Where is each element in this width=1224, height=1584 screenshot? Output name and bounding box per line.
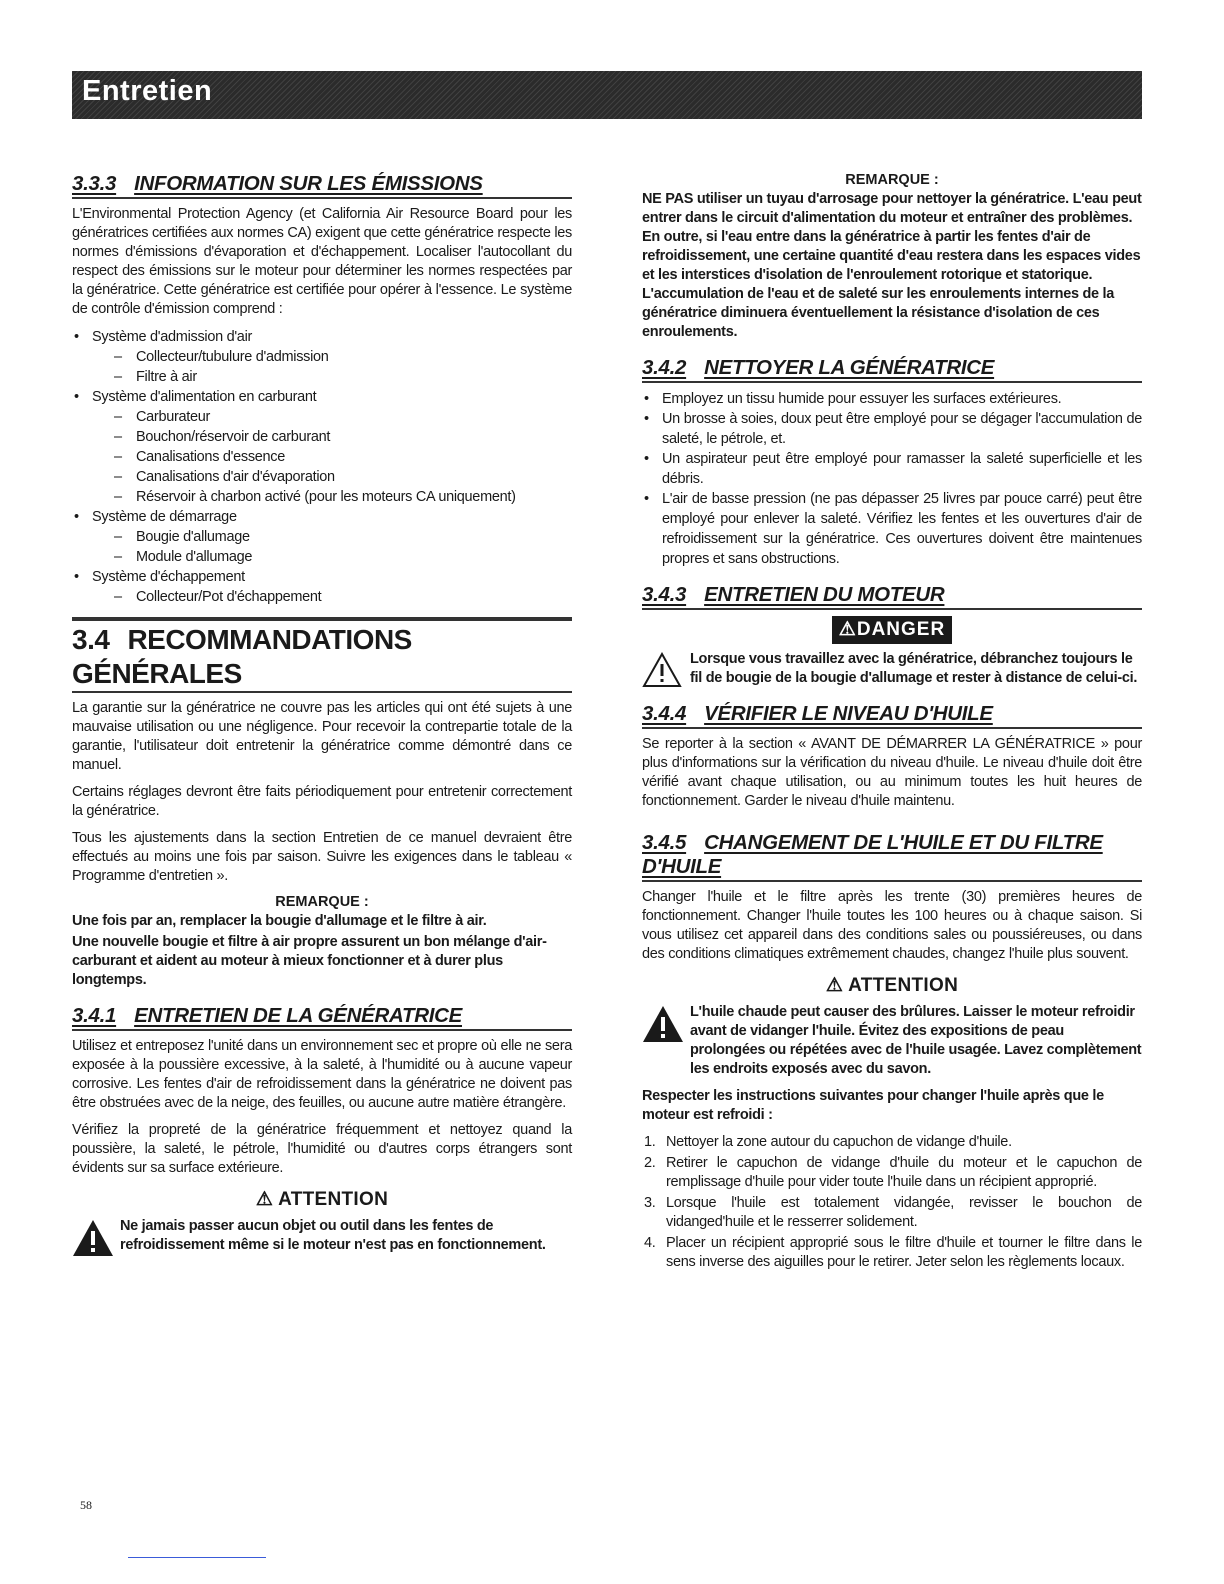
- sub-list-item: – Canalisations d'essence: [92, 447, 572, 467]
- danger-label: DANGER: [856, 619, 946, 640]
- heading-number: 3.4.5: [642, 831, 687, 854]
- emission-system-item: [72, 327, 572, 387]
- attention-box: [72, 1217, 572, 1255]
- heading-number: 3.4.4: [642, 702, 687, 725]
- attention-text: Ne jamais passer aucun objet ou outil dans les fentes de refroidissement même si le moteur n'est pas en fonctionnement.: [120, 1218, 546, 1253]
- sub-list-item: – Carburateur: [92, 407, 572, 427]
- remark-title: REMARQUE :: [275, 894, 369, 910]
- list-item: • Un brosse à soies, doux peut être employé pour se dégager l'accumulation de saleté, le pétrole, et.: [642, 409, 1142, 449]
- heading-number: 3.4.1: [72, 1004, 117, 1027]
- instruction-text: Respecter les instructions suivantes pour changer l'huile après que le moteur est refroidi :: [642, 1088, 1104, 1123]
- list-item: • Un aspirateur peut être employé pour ramasser la saleté superficielle et les débris.: [642, 449, 1142, 489]
- danger-text: Lorsque vous travaillez avec la génératrice, débranchez toujours le fil de bougie de la bougie d'allumage et rester à distance de celui-ci.: [690, 651, 1138, 686]
- heading-3-4-5: [642, 831, 1142, 882]
- paragraph: Se reporter à la section « AVANT DE DÉMARRER LA GÉNÉRATRICE » pour plus d'informations sur la vérification du niveau d'huile. Le niveau d'huile doit être vérifié avant chaque utilisation, ou au minimum toutes les huit heures de fonctionnement. Garder le niveau d'huile maintenu.: [642, 736, 1142, 809]
- oil-change-steps: [642, 1133, 1142, 1272]
- danger-badge: [832, 616, 952, 644]
- heading-text: RECOMMANDATIONS GÉNÉRALES: [72, 624, 412, 689]
- heading-text: NETTOYER LA GÉNÉRATRICE: [704, 356, 995, 379]
- warning-triangle-icon: [642, 1005, 684, 1043]
- emission-system-item: [72, 507, 572, 567]
- attention-label: ATTENTION: [848, 975, 959, 996]
- step-text: Placer un récipient approprié sous le filtre d'huile et tourner le filtre dans le sens inverse des aiguilles pour le retirer. Jeter selon les règlements locaux.: [666, 1235, 1142, 1270]
- heading-3-4-1: [72, 1004, 572, 1031]
- emissions-intro: L'Environmental Protection Agency (et California Air Resource Board pour les génératrices certifiées aux normes CA) exigent que cette génératrice respecte les normes d'émissions d'évaporation et d'échappement. Localiser l'autocollant du respect des émissions sur le moteur pour déterminer les normes respectées par la génératrice. Cette génératrice est certifiée pour opérer à l'essence. Le système de contrôle d'émission comprend :: [72, 206, 572, 317]
- list-item: • L'air de basse pression (ne pas dépasser 25 livres par pouce carré) peut être employé pour enlever la saleté. Vérifiez les fentes et les ouvertures d'air de refroidissement sur la génératrice. Ces ouvertures doivent être maintenues propres et sans obstructions.: [642, 489, 1142, 569]
- sub-list: [92, 587, 572, 607]
- emission-systems-list: [72, 327, 572, 607]
- warning-icon: ⚠: [838, 619, 857, 640]
- sub-list-item: – Collecteur/Pot d'échappement: [92, 587, 572, 607]
- step-number: 4.: [644, 1235, 656, 1251]
- step-text: Nettoyer la zone autour du capuchon de vidange d'huile.: [666, 1134, 1012, 1150]
- heading-text: VÉRIFIER LE NIVEAU D'HUILE: [704, 702, 993, 725]
- heading-text: ENTRETIEN DE LA GÉNÉRATRICE: [134, 1004, 462, 1027]
- heading-number: 3.4: [72, 624, 110, 655]
- left-column: [72, 172, 572, 1263]
- system-label: Système d'échappement: [92, 569, 245, 585]
- emission-system-item: [72, 387, 572, 507]
- step-item: [642, 1194, 1142, 1232]
- sub-list-item: – Collecteur/tubulure d'admission: [92, 347, 572, 367]
- warning-icon: ⚠: [255, 1189, 274, 1210]
- heading-number: 3.3.3: [72, 172, 117, 195]
- paragraph: Vérifiez la propreté de la génératrice fréquemment et nettoyez quand la poussière, la saleté, le pétrole, l'humidité ou d'autres corps étrangers sont évidents sur sa surface extérieure.: [72, 1122, 572, 1176]
- remark-text: Une nouvelle bougie et filtre à air propre assurent un bon mélange d'air-carburant et aident au moteur à mieux fonctionner et à durer plus longtemps.: [72, 934, 547, 988]
- step-item: [642, 1133, 1142, 1152]
- sub-list-item: – Bougie d'allumage: [92, 527, 572, 547]
- page-number: 58: [80, 1498, 92, 1512]
- cleaning-list: [642, 389, 1142, 569]
- attention-title: [72, 1188, 572, 1211]
- sub-list-item: – Canalisations d'air d'évaporation: [92, 467, 572, 487]
- remark-text: NE PAS utiliser un tuyau d'arrosage pour nettoyer la génératrice. L'eau peut entrer dans le circuit d'alimentation du moteur et entraîner des problèmes. En outre, si l'eau entre dans la génératrice à partir les fentes d'air de refroidissement, une certaine quantité d'eau restera dans les espaces vides et les interstices d'isolation de l'enroulement rotorique et statorique. L'accumulation de l'eau et de saleté sur les enroulements internes de la génératrice diminuera éventuellement la résistance d'isolation de ces enroulements.: [642, 191, 1142, 340]
- heading-3-4-3: [642, 583, 1142, 610]
- attention-label: ATTENTION: [278, 1189, 389, 1210]
- paragraph: Changer l'huile et le filtre après les trente (30) premières heures de fonctionnement. Changer l'huile toutes les 100 heures ou à chaque saison. Si vous utilisez cet appareil dans des conditions sales ou poussiéreuses, ou dans des conditions climatiques extrêmement chaudes, changez l'huile plus souvent.: [642, 889, 1142, 962]
- sub-list-item: – Filtre à air: [92, 367, 572, 387]
- warning-icon: ⚠: [825, 975, 844, 996]
- system-label: Système d'admission d'air: [92, 329, 253, 345]
- remark-title: REMARQUE :: [845, 172, 939, 188]
- system-label: Système d'alimentation en carburant: [92, 389, 317, 405]
- footer-rule: [128, 1557, 266, 1558]
- banner-title: Entretien: [82, 75, 213, 107]
- heading-text: CHANGEMENT DE L'HUILE ET DU FILTRE D'HUILE: [642, 831, 1103, 878]
- step-item: [642, 1234, 1142, 1272]
- attention-title: [642, 974, 1142, 997]
- paragraph: Tous les ajustements dans la section Entretien de ce manuel devraient être effectués au moins une fois par saison. Suivre les exigences dans le tableau « Programme d'entretien ».: [72, 830, 572, 884]
- heading-number: 3.4.2: [642, 356, 687, 379]
- paragraph: Certains réglages devront être faits périodiquement pour entretenir correctement la génératrice.: [72, 784, 572, 819]
- step-item: [642, 1154, 1142, 1192]
- list-item: • Employez un tissu humide pour essuyer les surfaces extérieures.: [642, 389, 1142, 409]
- section-banner: [72, 71, 1142, 119]
- right-column: [642, 172, 1142, 1274]
- step-text: Lorsque l'huile est totalement vidangée, revisser le bouchon de vidanged'huile et le resserrer solidement.: [666, 1195, 1142, 1230]
- attention-box: [642, 1003, 1142, 1079]
- sub-list: [92, 527, 572, 567]
- heading-3-4: [72, 617, 572, 693]
- heading-number: 3.4.3: [642, 583, 687, 606]
- sub-list: [92, 347, 572, 387]
- step-number: 1.: [644, 1134, 656, 1150]
- heading-3-4-2: [642, 356, 1142, 383]
- sub-list: [92, 407, 572, 507]
- danger-box: [642, 650, 1142, 688]
- heading-text: INFORMATION SUR LES ÉMISSIONS: [134, 172, 483, 195]
- emission-system-item: [72, 567, 572, 607]
- heading-3-3-3: [72, 172, 572, 199]
- remark-text: Une fois par an, remplacer la bougie d'allumage et le filtre à air.: [72, 913, 487, 929]
- sub-list-item: – Réservoir à charbon activé (pour les moteurs CA uniquement): [92, 487, 572, 507]
- warning-triangle-icon: [72, 1219, 114, 1257]
- attention-text: L'huile chaude peut causer des brûlures. Laisser le moteur refroidir avant de vidanger l'huile. Évitez des expositions de peau prolongées ou répétées avec de l'huile usagée. Lavez complètement les endroits exposés avec du savon.: [690, 1004, 1142, 1077]
- paragraph: La garantie sur la génératrice ne couvre pas les articles qui ont été sujets à une mauvaise utilisation ou une négligence. Pour recevoir la contrepartie totale de la garantie, l'utilisateur doit entretenir la génératrice comme démontré dans ce manuel.: [72, 700, 572, 773]
- step-number: 3.: [644, 1195, 656, 1211]
- heading-text: ENTRETIEN DU MOTEUR: [704, 583, 945, 606]
- step-number: 2.: [644, 1155, 656, 1171]
- paragraph: Utilisez et entreposez l'unité dans un environnement sec et propre où elle ne sera exposée à la poussière excessive, à la saleté, à l'humidité ou à aucune vapeur corrosive. Les fentes d'air de refroidissement dans la génératrice ne doivent pas être obstruées avec de la neige, des feuilles, ou aucune autre matière étrangère.: [72, 1038, 572, 1111]
- sub-list-item: – Bouchon/réservoir de carburant: [92, 427, 572, 447]
- step-text: Retirer le capuchon de vidange d'huile du moteur et le capuchon de remplissage d'huile pour vider toute l'huile dans un récipient approprié.: [666, 1155, 1142, 1190]
- heading-3-4-4: [642, 702, 1142, 729]
- warning-outline-icon: [642, 652, 682, 688]
- system-label: Système de démarrage: [92, 509, 237, 525]
- sub-list-item: – Module d'allumage: [92, 547, 572, 567]
